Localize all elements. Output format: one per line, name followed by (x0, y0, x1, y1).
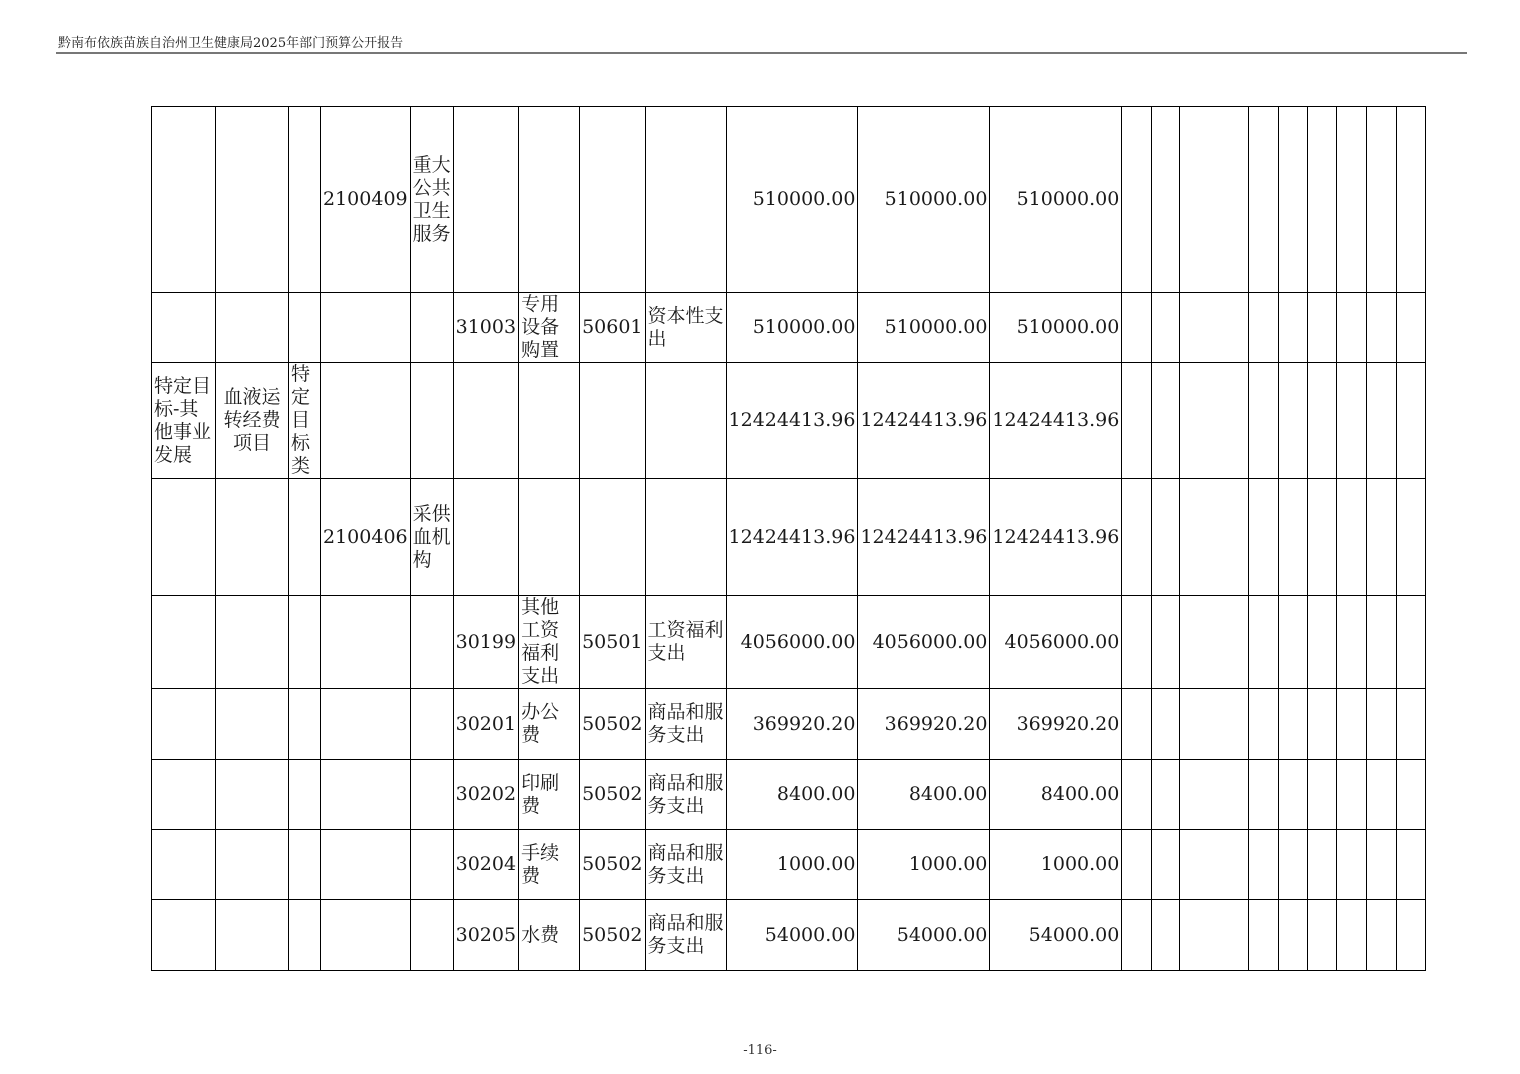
project-type-cell (289, 830, 321, 900)
total-amount-cell: 1000.00 (726, 830, 858, 900)
function-code-cell: 2100409 (321, 107, 411, 293)
function-name-cell (410, 689, 453, 760)
empty-cell (1337, 107, 1367, 293)
econ-code-cell (453, 363, 518, 479)
general-budget-cell: 510000.00 (990, 293, 1122, 363)
empty-cell (1308, 900, 1337, 971)
gov-econ-code-cell: 50502 (580, 689, 645, 760)
table-row (152, 107, 1426, 293)
gov-econ-code-cell: 50502 (580, 900, 645, 971)
econ-name-cell: 印刷费 (519, 760, 580, 830)
empty-cell (1308, 689, 1337, 760)
empty-cell (1152, 760, 1180, 830)
project-type-cell (289, 107, 321, 293)
gov-econ-name-cell: 商品和服务支出 (645, 830, 726, 900)
empty-cell (1397, 293, 1426, 363)
total-amount-cell: 54000.00 (726, 900, 858, 971)
empty-cell (1367, 689, 1397, 760)
empty-cell (1308, 363, 1337, 479)
total-amount-cell: 510000.00 (726, 107, 858, 293)
econ-name-cell (519, 479, 580, 596)
econ-code-cell: 30205 (453, 900, 518, 971)
empty-cell (1308, 293, 1337, 363)
project-category-cell (152, 596, 216, 689)
empty-cell (1122, 363, 1152, 479)
econ-code-cell: 30201 (453, 689, 518, 760)
function-code-cell (321, 900, 411, 971)
project-category-cell: 特定目标-其他事业发展 (152, 363, 216, 479)
empty-cell (1337, 363, 1367, 479)
function-code-cell (321, 363, 411, 479)
empty-cell (1308, 760, 1337, 830)
empty-cell (1397, 479, 1426, 596)
empty-cell (1152, 293, 1180, 363)
function-name-cell (410, 760, 453, 830)
empty-cell (1249, 900, 1279, 971)
total-amount-cell: 12424413.96 (726, 479, 858, 596)
function-name-cell (410, 830, 453, 900)
project-name-cell (216, 760, 289, 830)
gov-econ-name-cell (645, 479, 726, 596)
empty-cell (1279, 293, 1308, 363)
subtotal-amount-cell: 4056000.00 (858, 596, 990, 689)
general-budget-cell: 12424413.96 (990, 479, 1122, 596)
empty-cell (1249, 760, 1279, 830)
table-row (152, 689, 1426, 760)
empty-cell (1397, 689, 1426, 760)
function-code-cell (321, 596, 411, 689)
econ-code-cell: 30202 (453, 760, 518, 830)
empty-cell (1122, 900, 1152, 971)
subtotal-amount-cell: 369920.20 (858, 689, 990, 760)
project-category-cell (152, 107, 216, 293)
project-name-cell (216, 107, 289, 293)
econ-name-cell: 专用设备购置 (519, 293, 580, 363)
function-name-cell (410, 363, 453, 479)
project-category-cell (152, 479, 216, 596)
project-type-cell: 特定目标类 (289, 363, 321, 479)
gov-econ-code-cell: 50502 (580, 830, 645, 900)
function-code-cell (321, 689, 411, 760)
table-row (152, 900, 1426, 971)
empty-cell (1249, 293, 1279, 363)
gov-econ-code-cell: 50501 (580, 596, 645, 689)
project-category-cell (152, 900, 216, 971)
table-row (152, 293, 1426, 363)
empty-cell (1180, 689, 1249, 760)
empty-cell (1279, 363, 1308, 479)
empty-cell (1180, 479, 1249, 596)
total-amount-cell: 12424413.96 (726, 363, 858, 479)
general-budget-cell: 369920.20 (990, 689, 1122, 760)
empty-cell (1249, 479, 1279, 596)
empty-cell (1122, 596, 1152, 689)
empty-cell (1397, 596, 1426, 689)
empty-cell (1308, 107, 1337, 293)
project-type-cell (289, 900, 321, 971)
gov-econ-name-cell: 商品和服务支出 (645, 900, 726, 971)
empty-cell (1367, 107, 1397, 293)
gov-econ-name-cell (645, 107, 726, 293)
empty-cell (1180, 596, 1249, 689)
function-name-cell: 采供血机构 (410, 479, 453, 596)
empty-cell (1367, 363, 1397, 479)
total-amount-cell: 4056000.00 (726, 596, 858, 689)
econ-name-cell: 其他工资福利支出 (519, 596, 580, 689)
empty-cell (1122, 830, 1152, 900)
project-name-cell (216, 293, 289, 363)
general-budget-cell: 1000.00 (990, 830, 1122, 900)
total-amount-cell: 369920.20 (726, 689, 858, 760)
project-name-cell (216, 830, 289, 900)
empty-cell (1279, 596, 1308, 689)
empty-cell (1152, 363, 1180, 479)
gov-econ-name-cell: 商品和服务支出 (645, 689, 726, 760)
subtotal-amount-cell: 12424413.96 (858, 363, 990, 479)
gov-econ-code-cell: 50502 (580, 760, 645, 830)
empty-cell (1308, 830, 1337, 900)
table-row (152, 830, 1426, 900)
econ-name-cell (519, 363, 580, 479)
project-name-cell (216, 596, 289, 689)
gov-econ-name-cell: 工资福利支出 (645, 596, 726, 689)
document-header-title: 黔南布依族苗族自治州卫生健康局2025年部门预算公开报告 (58, 36, 404, 51)
empty-cell (1152, 830, 1180, 900)
total-amount-cell: 510000.00 (726, 293, 858, 363)
project-name-cell: 血液运转经费项目 (216, 363, 289, 479)
total-amount-cell: 8400.00 (726, 760, 858, 830)
budget-table (151, 106, 1426, 971)
gov-econ-name-cell: 商品和服务支出 (645, 760, 726, 830)
function-code-cell (321, 760, 411, 830)
econ-code-cell: 31003 (453, 293, 518, 363)
econ-code-cell (453, 479, 518, 596)
function-name-cell: 重大公共卫生服务 (410, 107, 453, 293)
subtotal-amount-cell: 54000.00 (858, 900, 990, 971)
empty-cell (1337, 479, 1367, 596)
empty-cell (1308, 479, 1337, 596)
empty-cell (1180, 293, 1249, 363)
subtotal-amount-cell: 510000.00 (858, 107, 990, 293)
econ-name-cell: 手续费 (519, 830, 580, 900)
empty-cell (1152, 479, 1180, 596)
project-type-cell (289, 760, 321, 830)
empty-cell (1249, 830, 1279, 900)
project-category-cell (152, 760, 216, 830)
project-type-cell (289, 596, 321, 689)
empty-cell (1180, 830, 1249, 900)
empty-cell (1337, 900, 1367, 971)
function-name-cell (410, 293, 453, 363)
empty-cell (1397, 363, 1426, 479)
econ-code-cell: 30204 (453, 830, 518, 900)
empty-cell (1279, 900, 1308, 971)
empty-cell (1249, 689, 1279, 760)
empty-cell (1152, 107, 1180, 293)
general-budget-cell: 54000.00 (990, 900, 1122, 971)
empty-cell (1397, 107, 1426, 293)
empty-cell (1337, 689, 1367, 760)
project-name-cell (216, 689, 289, 760)
empty-cell (1337, 596, 1367, 689)
empty-cell (1122, 760, 1152, 830)
empty-cell (1308, 596, 1337, 689)
empty-cell (1249, 107, 1279, 293)
table-row (152, 479, 1426, 596)
empty-cell (1367, 479, 1397, 596)
empty-cell (1279, 830, 1308, 900)
project-category-cell (152, 293, 216, 363)
empty-cell (1249, 363, 1279, 479)
general-budget-cell: 510000.00 (990, 107, 1122, 293)
empty-cell (1367, 293, 1397, 363)
header-divider (56, 52, 1467, 54)
gov-econ-code-cell (580, 363, 645, 479)
page-number: -116- (743, 1043, 777, 1058)
empty-cell (1122, 689, 1152, 760)
econ-name-cell: 办公费 (519, 689, 580, 760)
empty-cell (1367, 596, 1397, 689)
empty-cell (1122, 107, 1152, 293)
project-type-cell (289, 293, 321, 363)
project-type-cell (289, 689, 321, 760)
empty-cell (1152, 596, 1180, 689)
empty-cell (1180, 760, 1249, 830)
empty-cell (1279, 760, 1308, 830)
empty-cell (1367, 830, 1397, 900)
subtotal-amount-cell: 8400.00 (858, 760, 990, 830)
econ-name-cell (519, 107, 580, 293)
project-category-cell (152, 689, 216, 760)
table-row (152, 760, 1426, 830)
empty-cell (1337, 830, 1367, 900)
empty-cell (1122, 293, 1152, 363)
project-type-cell (289, 479, 321, 596)
empty-cell (1152, 900, 1180, 971)
general-budget-cell: 4056000.00 (990, 596, 1122, 689)
empty-cell (1180, 107, 1249, 293)
econ-code-cell: 30199 (453, 596, 518, 689)
gov-econ-name-cell: 资本性支出 (645, 293, 726, 363)
empty-cell (1397, 760, 1426, 830)
project-name-cell (216, 900, 289, 971)
gov-econ-code-cell (580, 479, 645, 596)
function-name-cell (410, 596, 453, 689)
gov-econ-code-cell (580, 107, 645, 293)
econ-code-cell (453, 107, 518, 293)
project-category-cell (152, 830, 216, 900)
function-code-cell: 2100406 (321, 479, 411, 596)
empty-cell (1337, 293, 1367, 363)
empty-cell (1279, 689, 1308, 760)
gov-econ-code-cell: 50601 (580, 293, 645, 363)
table-row (152, 596, 1426, 689)
function-name-cell (410, 900, 453, 971)
empty-cell (1180, 363, 1249, 479)
empty-cell (1152, 689, 1180, 760)
empty-cell (1180, 900, 1249, 971)
empty-cell (1397, 900, 1426, 971)
project-name-cell (216, 479, 289, 596)
econ-name-cell: 水费 (519, 900, 580, 971)
subtotal-amount-cell: 12424413.96 (858, 479, 990, 596)
subtotal-amount-cell: 510000.00 (858, 293, 990, 363)
general-budget-cell: 12424413.96 (990, 363, 1122, 479)
empty-cell (1337, 760, 1367, 830)
function-code-cell (321, 830, 411, 900)
empty-cell (1122, 479, 1152, 596)
empty-cell (1397, 830, 1426, 900)
empty-cell (1279, 479, 1308, 596)
table-row (152, 363, 1426, 479)
gov-econ-name-cell (645, 363, 726, 479)
subtotal-amount-cell: 1000.00 (858, 830, 990, 900)
empty-cell (1249, 596, 1279, 689)
empty-cell (1279, 107, 1308, 293)
general-budget-cell: 8400.00 (990, 760, 1122, 830)
empty-cell (1367, 760, 1397, 830)
function-code-cell (321, 293, 411, 363)
empty-cell (1367, 900, 1397, 971)
